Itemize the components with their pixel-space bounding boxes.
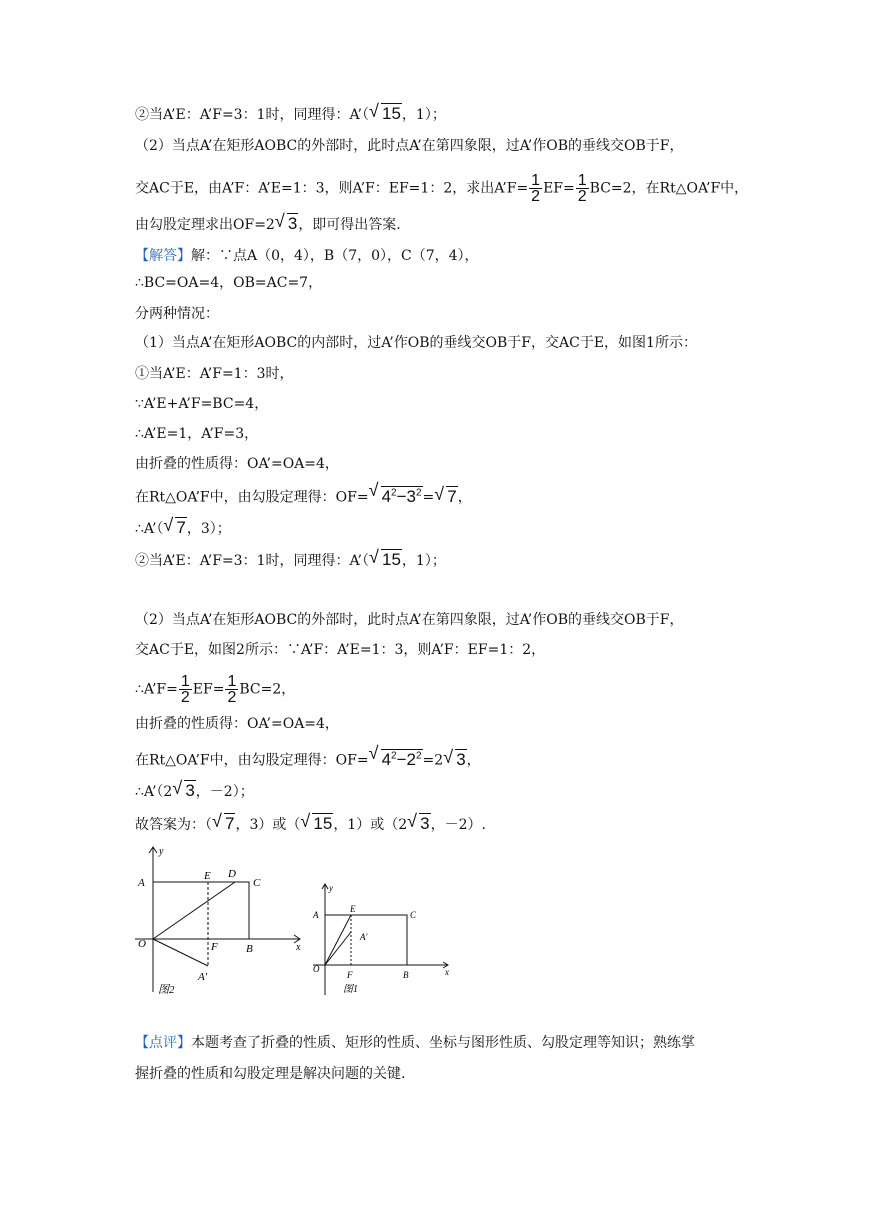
- label-f: F: [347, 970, 353, 980]
- label-a-prime: A′: [198, 971, 208, 983]
- label-x: x: [445, 967, 449, 977]
- label-e: E: [204, 870, 211, 882]
- fraction: $\frac{1}{2}$: [180, 673, 190, 706]
- label-y: y: [329, 883, 333, 893]
- text-line: ∴A’（2√ 3，－2）；: [135, 781, 254, 802]
- text-line: 在Rt△OA’F中，由勾股定理得：OF=√ $4^2-3^2=√$ 7，: [135, 483, 472, 508]
- text-line: 【解答】解：∵点A（0，4），B（7，0），C（7，4），: [135, 248, 479, 264]
- label-a: A: [313, 910, 319, 920]
- comment-tag: 【点评】: [135, 1035, 191, 1051]
- text-line: 分两种情况：: [135, 306, 219, 322]
- segment-od: [153, 882, 235, 939]
- label-a-prime: A′: [360, 932, 368, 942]
- text-line: 【点评】本题考查了折叠的性质、矩形的性质、坐标与图形性质、勾股定理等知识；熟练掌: [135, 1035, 695, 1051]
- fraction: $\frac{1}{2}$: [577, 172, 587, 205]
- text-line: （2）当点A’在矩形AOBC的外部时，此时点A’在第四象限，过A’作OB的垂线交OB于F，: [135, 138, 684, 154]
- text-line: ①当A’E：A’F=1：3时，: [135, 366, 294, 382]
- label-b: B: [403, 970, 409, 980]
- label-e: E: [350, 904, 356, 914]
- rectangle-aobc: [153, 882, 249, 939]
- label-x: x: [296, 942, 301, 953]
- fraction: $\frac{1}{2}$: [227, 673, 237, 706]
- fraction: $\frac{1}{2}$: [531, 172, 541, 205]
- label-a: A: [138, 877, 145, 889]
- text-line: （2）当点A’在矩形AOBC的外部时，此时点A’在第四象限，过A’作OB的垂线交OB于F，: [135, 612, 684, 628]
- caption: 图1: [343, 984, 358, 995]
- figure-1: [305, 880, 455, 1000]
- text-line: ∵A’E+A’F=BC=4，: [135, 396, 269, 412]
- label-f: F: [211, 941, 218, 953]
- text-line: 由折叠的性质得：OA’=OA=4，: [135, 456, 339, 472]
- segment-oa-prime: [153, 939, 208, 966]
- label-d: D: [228, 868, 236, 880]
- text-line: （1）当点A’在矩形AOBC的内部时，过A’作OB的垂线交OB于F，交AC于E，如图1所示：: [135, 335, 697, 351]
- text-line: 故答案为：（√ 7，3）或（√ 15，1）或（2√ 3，－2）.: [135, 814, 486, 835]
- text-line: 在Rt△OA’F中，由勾股定理得：OF=√ $4^2-2^2=2√$ 3，: [135, 746, 481, 771]
- segment-oa-prime: [325, 932, 351, 965]
- text-line: ∴A’（√ 7，3）；: [135, 518, 231, 539]
- text-line: 由折叠的性质得：OA’=OA=4，: [135, 716, 339, 732]
- label-o: O: [138, 938, 146, 950]
- text-line: ②当A’E：A’F=3：1时，同理得：A’（√ 15，1）；: [135, 550, 446, 571]
- text-line: 交AC于E，由A’F：A’E=1：3，则A’F：EF=1：2，求出A’F= $\frac{1}{2}$ EF= $\frac{1}{2}$ BC=2，在Rt△OA’F中，: [135, 172, 749, 205]
- segment-oe: [325, 915, 351, 965]
- text-line: 由勾股定理求出OF=2√ 3，即可得出答案.: [135, 214, 401, 235]
- text-line: ②当A’E：A’F=3：1时，同理得：A’（√ 15，1）；: [135, 104, 446, 125]
- label-c: C: [253, 877, 261, 889]
- text-line: ∴BC=OA=4，OB=AC=7，: [135, 275, 323, 291]
- text-line: ∴A’F= $\frac{1}{2}$ EF= $\frac{1}{2}$ BC=2，: [135, 673, 296, 706]
- label-c: C: [410, 910, 417, 920]
- label-b: B: [246, 943, 253, 955]
- caption: 图2: [158, 984, 175, 996]
- label-o: O: [313, 964, 320, 974]
- text-line: ∴A’E=1，A’F=3，: [135, 426, 259, 442]
- label-y: y: [159, 846, 164, 857]
- text-line: 握折叠的性质和勾股定理是解决问题的关键.: [135, 1066, 406, 1082]
- text-line: 交AC于E，如图2所示：∵A’F：A’E=1：3，则A’F：EF=1：2，: [135, 642, 546, 658]
- answer-tag: 【解答】: [135, 248, 191, 264]
- figure-2: [125, 842, 310, 1000]
